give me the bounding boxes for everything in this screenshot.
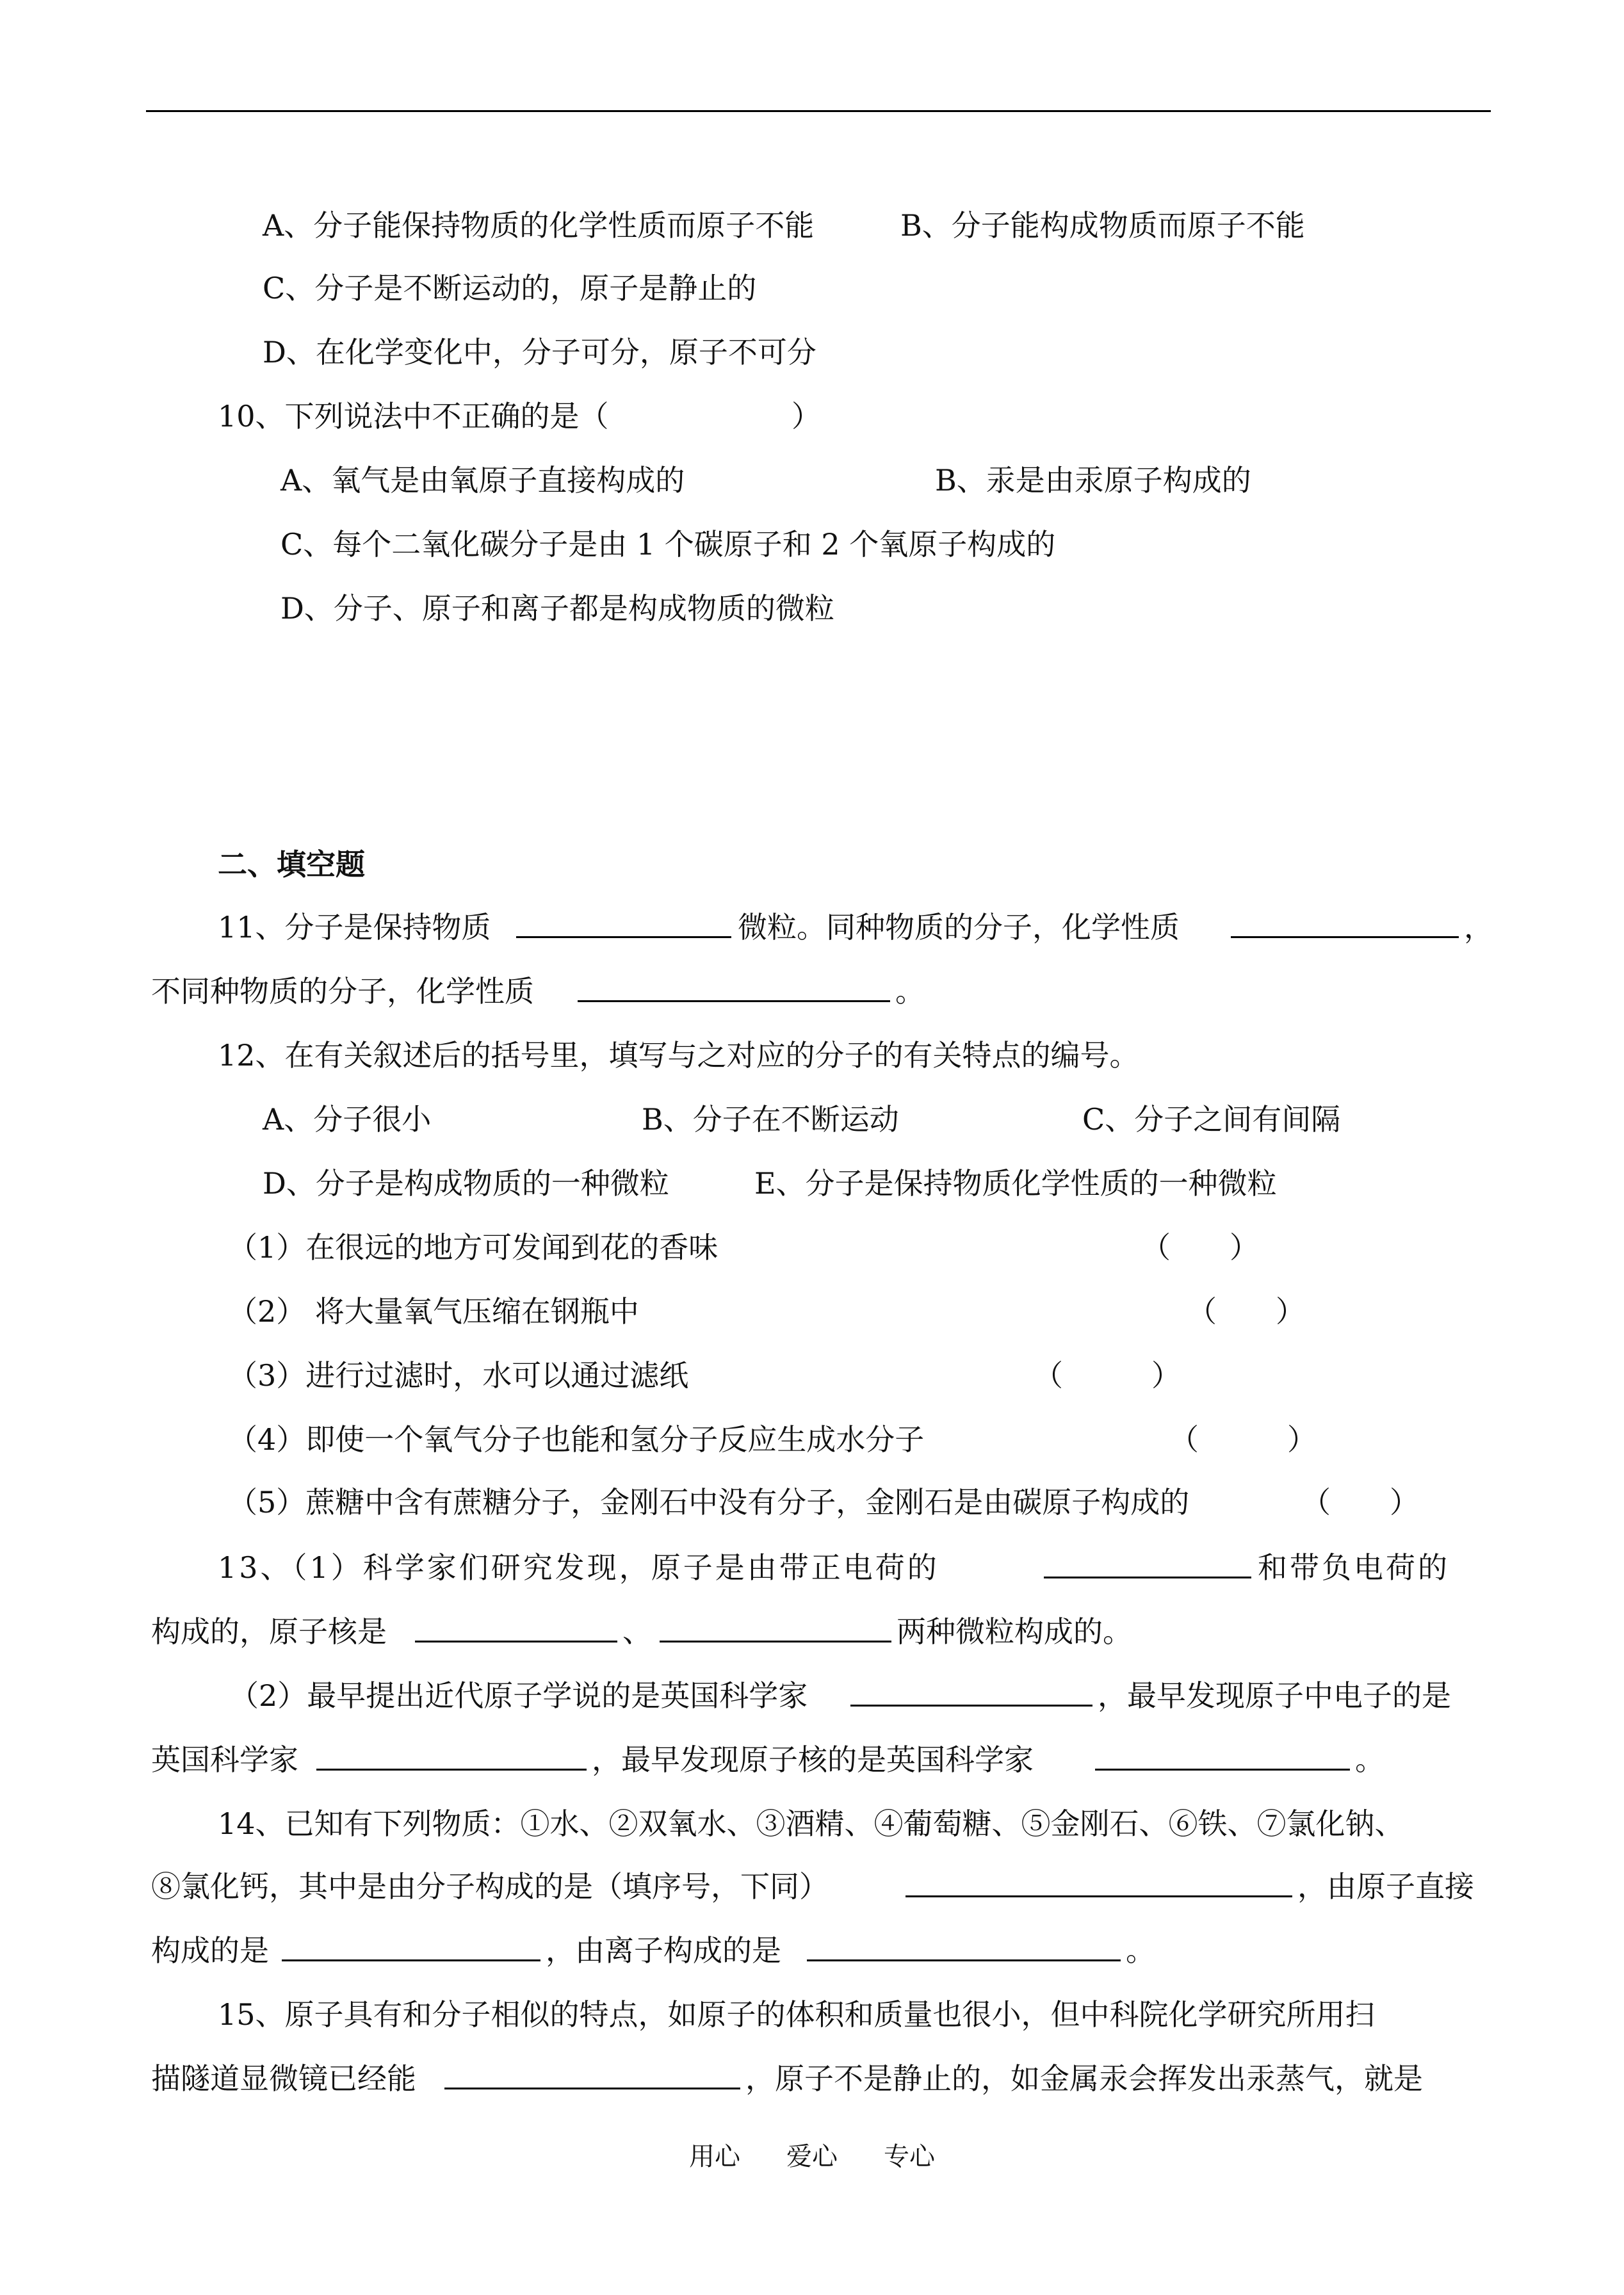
header-rule — [146, 110, 1491, 112]
q11-line-1 — [218, 908, 1492, 946]
q14-blank-1[interactable] — [905, 1867, 1292, 1897]
q14-text-2: ，由原子直接 — [1297, 1869, 1474, 1904]
q12-item-text: （3）进行过滤时，水可以通过滤纸 — [228, 1358, 689, 1393]
q15-text-1: 描隧道显微镜已经能 — [151, 2061, 416, 2096]
q13-blank-3[interactable] — [660, 1612, 891, 1642]
q13-text-10: 。 — [1355, 1742, 1384, 1777]
footer-word-2: 爱心 — [786, 2142, 838, 2171]
q12-option-d: D、分子是构成物质的一种微粒 — [263, 1166, 669, 1201]
q14-text-5: 。 — [1126, 1933, 1155, 1968]
q10-stem-close: ） — [792, 399, 821, 434]
q11-text-5: 。 — [895, 974, 925, 1009]
q10-option-d: D、分子、原子和离子都是构成物质的微粒 — [280, 591, 834, 626]
q13-text-6: （2）最早提出近代原子学说的是英国科学家 — [229, 1678, 808, 1713]
q14-blank-2[interactable] — [282, 1931, 540, 1961]
q14-line-2 — [151, 1867, 1496, 1906]
q11-blank-1[interactable] — [516, 908, 731, 938]
section-heading: 二、填空题 — [218, 847, 365, 882]
q15-line-2 — [151, 2059, 1496, 2098]
q12-item-text: （4）即使一个氧气分子也能和氢分子反应生成水分子 — [228, 1422, 925, 1457]
q13-text-5: 两种微粒构成的。 — [897, 1614, 1132, 1649]
q14-blank-3[interactable] — [807, 1931, 1121, 1961]
q12-item-bracket[interactable]: （ ） — [1141, 1230, 1259, 1265]
q13-blank-1[interactable] — [1044, 1548, 1251, 1578]
q13-blank-2[interactable] — [415, 1612, 617, 1642]
q13-blank-5[interactable] — [316, 1740, 587, 1771]
footer-word-3: 专心 — [884, 2142, 935, 2171]
q12-item-bracket[interactable]: （ ） — [1034, 1358, 1181, 1393]
q12-item-bracket[interactable]: （ ） — [1169, 1422, 1317, 1457]
q15-blank-1[interactable] — [444, 2059, 740, 2089]
q14-text-4: ，由离子构成的是 — [546, 1933, 781, 1968]
q10-option-c: C、每个二氧化碳分子是由 1 个碳原子和 2 个氧原子构成的 — [280, 527, 1056, 562]
q11-text-3: ， — [1464, 910, 1493, 945]
q14-text-1: ⑧氯化钙，其中是由分子构成的是（填序号，下同） — [151, 1869, 829, 1904]
q13-blank-4[interactable] — [850, 1676, 1092, 1707]
q12-item-text: （2） 将大量氧气压缩在钢瓶中 — [228, 1294, 639, 1329]
q14-text-3: 构成的是 — [151, 1933, 269, 1968]
q12-item-bracket[interactable]: （ ） — [1187, 1294, 1305, 1329]
q10-option-a: A、氧气是由氧原子直接构成的 — [280, 463, 685, 498]
q13-text-4: 、 — [622, 1614, 652, 1649]
q13-text-2: 和带负电荷的 — [1258, 1550, 1450, 1585]
q15-text-2: ，原子不是静止的，如金属汞会挥发出汞蒸气，就是 — [745, 2061, 1423, 2096]
q10-option-b: B、汞是由汞原子构成的 — [935, 463, 1251, 498]
q10-stem: 10、下列说法中不正确的是（ — [218, 399, 609, 434]
q13-blank-6[interactable] — [1095, 1740, 1350, 1771]
q12-option-a: A、分子很小 — [263, 1102, 432, 1137]
q11-line-2 — [151, 972, 925, 1010]
q13-text-9: ，最早发现原子核的是英国科学家 — [592, 1742, 1034, 1777]
q12-item-text: （1）在很远的地方可发闻到花的香味 — [228, 1230, 719, 1265]
q13-line-4 — [151, 1740, 1400, 1779]
q13-line-3 — [229, 1676, 1494, 1715]
q11-blank-3[interactable] — [578, 972, 890, 1002]
q12-option-c: C、分子之间有间隔 — [1082, 1102, 1341, 1137]
q12-option-b: B、分子在不断运动 — [642, 1102, 899, 1137]
q13-text-8: 英国科学家 — [151, 1742, 298, 1777]
q14-line-3 — [151, 1931, 1176, 1970]
q14-line-1: 14、已知有下列物质：①水、②双氧水、③酒精、④葡萄糖、⑤金刚石、⑥铁、⑦氯化钠、 — [218, 1806, 1404, 1841]
footer-word-1: 用心 — [689, 2142, 740, 2171]
q12-option-e: E、分子是保持物质化学性质的一种微粒 — [754, 1166, 1277, 1201]
q13-text-3: 构成的，原子核是 — [151, 1614, 387, 1649]
q11-blank-2[interactable] — [1231, 908, 1459, 938]
q13-text-7: ，最早发现原子中电子的是 — [1098, 1678, 1451, 1713]
q13-line-1 — [218, 1548, 1492, 1587]
q13-line-2 — [151, 1612, 1132, 1651]
q12-stem: 12、在有关叙述后的括号里，填写与之对应的分子的有关特点的编号。 — [218, 1038, 1139, 1073]
q9-option-d: D、在化学变化中，分子可分，原子不可分 — [263, 335, 816, 369]
q12-item-bracket[interactable]: （ ） — [1301, 1485, 1419, 1520]
q9-option-a: A、分子能保持物质的化学性质而原子不能 — [263, 208, 815, 243]
q15-line-1: 15、原子具有和分子相似的特点，如原子的体积和质量也很小，但中科院化学研究所用扫 — [218, 1997, 1375, 2032]
q9-option-c: C、分子是不断运动的，原子是静止的 — [263, 271, 757, 305]
q11-text-4: 不同种物质的分子，化学性质 — [151, 974, 534, 1009]
q9-option-b: B、分子能构成物质而原子不能 — [900, 208, 1305, 243]
q11-text-1: 11、分子是保持物质 — [218, 910, 491, 945]
q11-text-2: 微粒。同种物质的分子，化学性质 — [738, 910, 1180, 945]
q13-text-1: 13、（1）科学家们研究发现，原子是由带正电荷的 — [218, 1550, 939, 1585]
q12-item-text: （5）蔗糖中含有蔗糖分子，金刚石中没有分子，金刚石是由碳原子构成的 — [228, 1485, 1190, 1520]
